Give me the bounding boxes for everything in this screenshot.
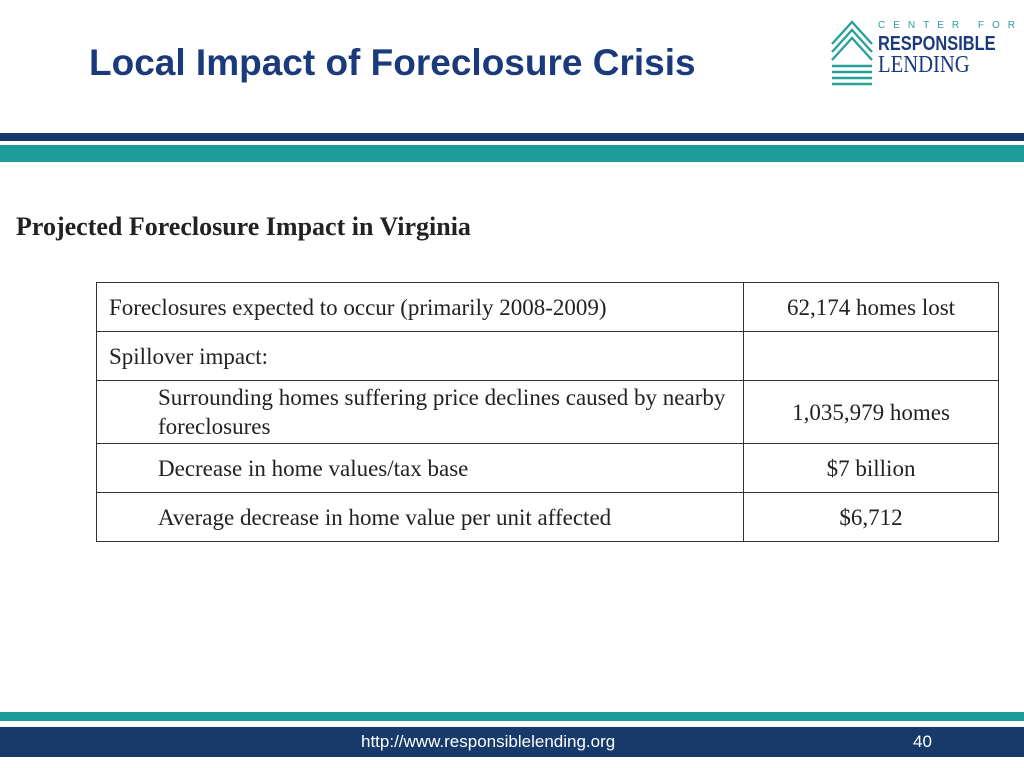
slide-title: Local Impact of Foreclosure Crisis — [89, 42, 696, 83]
table-row — [97, 332, 999, 381]
row-label: Foreclosures expected to occur (primarily 2008-2009) — [97, 283, 744, 332]
table-heading: Projected Foreclosure Impact in Virginia — [16, 212, 471, 241]
footer-divider-teal — [0, 712, 1024, 721]
logo-wordmark — [878, 16, 1023, 79]
logo-center-for: CENTER FOR — [878, 20, 1023, 31]
table-row — [97, 283, 999, 332]
page-number: 40 — [913, 732, 932, 751]
row-value: $6,712 — [744, 493, 999, 542]
logo-responsible: RESPONSIBLE — [878, 33, 996, 55]
table-row — [97, 493, 999, 542]
table-row — [97, 444, 999, 493]
row-value: 1,035,979 homes — [744, 381, 999, 444]
header-divider-navy — [0, 133, 1024, 141]
row-value: 62,174 homes lost — [744, 283, 999, 332]
center-for-responsible-lending-logo — [830, 16, 1023, 88]
row-label: Surrounding homes suffering price declines caused by nearby foreclosures — [97, 381, 744, 444]
foreclosure-impact-table — [96, 282, 999, 542]
stacked-roof-lines-icon — [830, 18, 874, 88]
row-value: $7 billion — [744, 444, 999, 493]
row-label: Average decrease in home value per unit affected — [97, 493, 744, 542]
row-label: Decrease in home values/tax base — [97, 444, 744, 493]
header-divider-teal — [0, 145, 1024, 162]
logo-lending: LENDING — [878, 52, 970, 78]
footer-url-link[interactable]: http://www.responsiblelending.org — [361, 732, 616, 751]
table-row — [97, 381, 999, 444]
row-value — [744, 332, 999, 381]
row-label: Spillover impact: — [97, 332, 744, 381]
